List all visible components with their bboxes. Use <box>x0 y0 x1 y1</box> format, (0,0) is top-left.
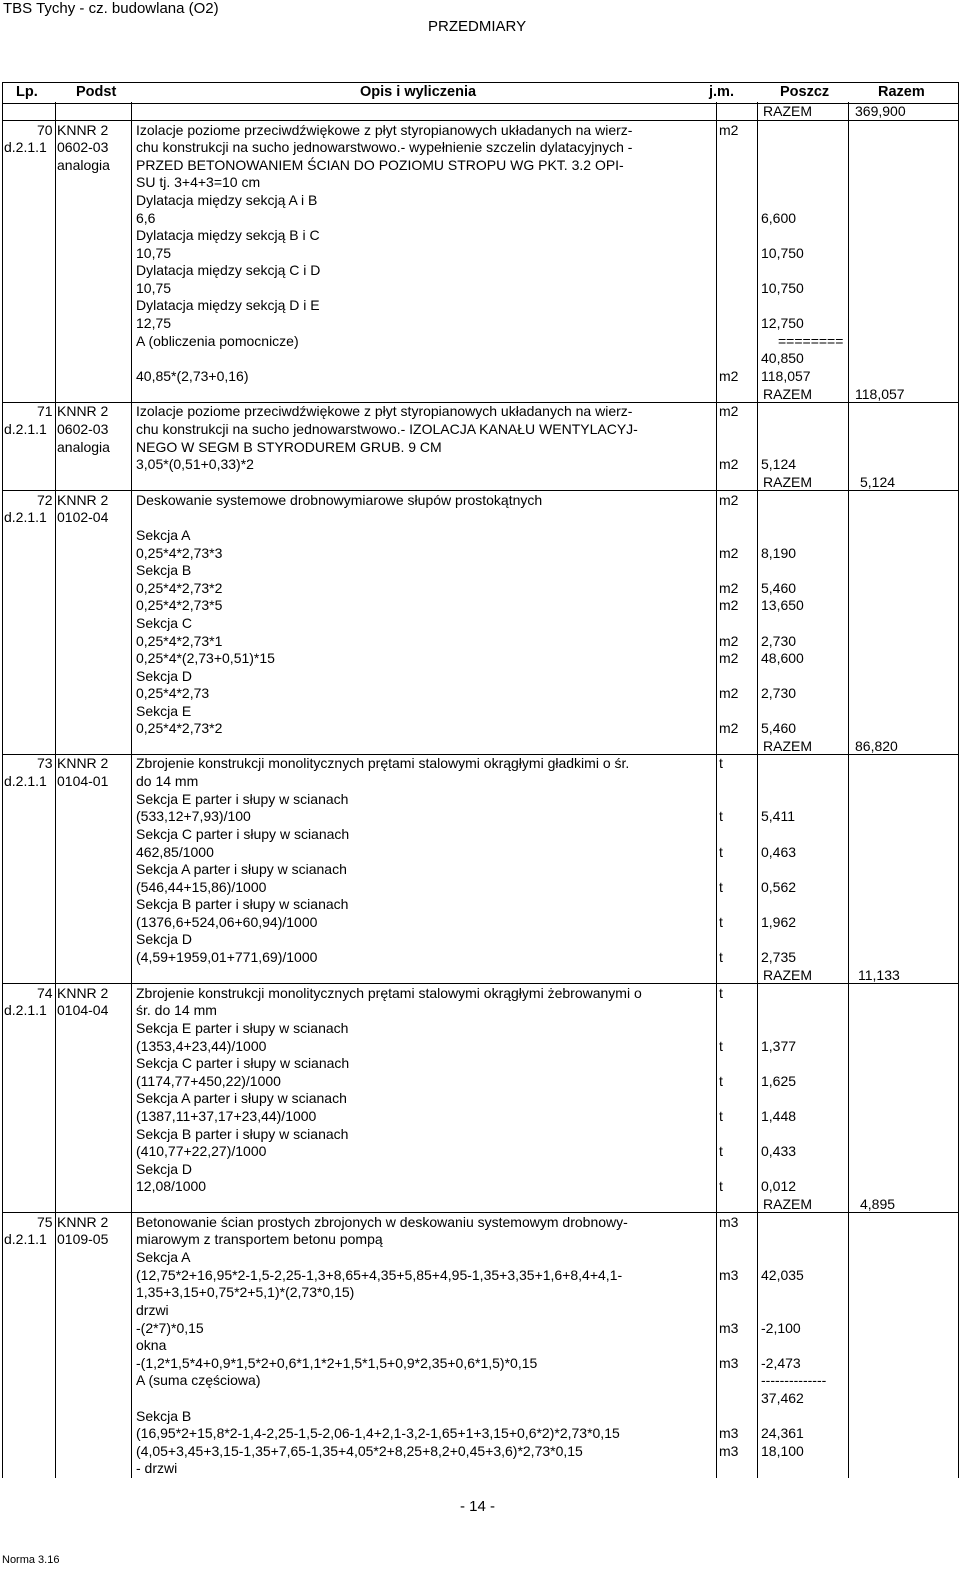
section-label: Sekcja B parter i słupy w scianach <box>136 1126 349 1142</box>
calc-value: 1,625 <box>761 1073 797 1089</box>
calc-unit: m2 <box>719 456 739 472</box>
item-basis: KNNR 2 <box>57 492 109 508</box>
calc-value: 42,035 <box>761 1267 804 1283</box>
grid-line <box>2 82 3 1478</box>
calc-value: 5,460 <box>761 580 797 596</box>
item-code: 0602-03 <box>57 421 109 437</box>
item-basis: KNNR 2 <box>57 755 109 771</box>
calc-value: 18,100 <box>761 1443 804 1459</box>
section-label: Sekcja A parter i słupy w scianach <box>136 861 347 877</box>
section-label: Sekcja B <box>136 562 192 578</box>
section-label: Sekcja D <box>136 668 193 684</box>
row-divider <box>2 120 958 121</box>
calc-expression: 12,75 <box>136 315 172 331</box>
section-label: Sekcja A parter i słupy w scianach <box>136 1090 347 1106</box>
item-number: 70 <box>37 122 53 138</box>
calc-unit: m3 <box>719 1443 739 1459</box>
calc-expression: - drzwi <box>136 1460 178 1476</box>
item-number: 73 <box>37 755 53 771</box>
calc-value: 5,124 <box>761 456 797 472</box>
norma-version: Norma 3.16 <box>2 1554 60 1566</box>
calc-expression: 0,25*4*2,73*3 <box>136 545 223 561</box>
section-label: Sekcja B parter i słupy w scianach <box>136 896 349 912</box>
calc-expression: 0,25*4*2,73 <box>136 685 210 701</box>
razem-value: 4,895 <box>860 1196 896 1212</box>
item-unit: m2 <box>719 403 739 419</box>
item-unit: t <box>719 985 723 1001</box>
calc-expression: 6,6 <box>136 210 156 226</box>
calc-value: 5,411 <box>761 808 795 824</box>
calc-unit: t <box>719 1143 723 1159</box>
calc-value: 0,562 <box>761 879 797 895</box>
calc-label: Dylatacja między sekcją A i B <box>136 192 318 208</box>
calc-expression: 10,75 <box>136 280 172 296</box>
razem-value: 369,900 <box>855 103 906 119</box>
calc-value: 2,730 <box>761 685 797 701</box>
item-description: Betonowanie ścian prostych zbrojonych w deskowaniu systemowym drobnowy- <box>136 1214 628 1230</box>
calc-unit: t <box>719 879 723 895</box>
calc-unit: m3 <box>719 1267 739 1283</box>
calc-value: 2,735 <box>761 949 797 965</box>
item-number: 74 <box>37 985 53 1001</box>
calc-value: -2,473 <box>761 1355 801 1371</box>
calc-unit: m2 <box>719 650 739 666</box>
calc-expression: (12,75*2+16,95*2-1,5-2,25-1,3+8,65+4,35+5,85+4,95-1,35+3,35+1,6+8,4+4,1- <box>136 1267 623 1283</box>
section-label: Sekcja E parter i słupy w scianach <box>136 1020 349 1036</box>
item-unit: m3 <box>719 1214 739 1230</box>
item-section: d.2.1.1 <box>4 509 47 525</box>
calc-unit: m3 <box>719 1320 739 1336</box>
calc-unit: m2 <box>719 580 739 596</box>
section-label: Sekcja C parter i słupy w scianach <box>136 1055 350 1071</box>
item-unit: t <box>719 755 723 771</box>
item-description: miarowym z transportem betonu pompą <box>136 1231 383 1247</box>
item-description: chu konstrukcji na sucho jednowarstwowo.- wypełnienie szczelin dylatacyjnych - <box>136 139 633 155</box>
item-basis: KNNR 2 <box>57 403 109 419</box>
calc-expression: 0,25*4*2,73*5 <box>136 597 223 613</box>
calc-value: 118,057 <box>761 368 811 384</box>
col-razem: Razem <box>878 84 925 100</box>
calc-value: 1,962 <box>761 914 797 930</box>
calc-label: A (suma częściowa) <box>136 1372 261 1388</box>
item-basis: KNNR 2 <box>57 122 109 138</box>
table-header <box>2 82 958 104</box>
calc-value: 10,750 <box>761 280 804 296</box>
col-poszcz: Poszcz <box>780 84 830 100</box>
item-number: 71 <box>37 403 53 419</box>
razem-label: RAZEM <box>763 474 812 490</box>
calc-expression: (1376,6+524,06+60,94)/1000 <box>136 914 318 930</box>
item-description: SU tj. 3+4+3=10 cm <box>136 174 261 190</box>
razem-value: 118,057 <box>855 386 905 402</box>
subtotal-value: 40,850 <box>761 350 804 366</box>
calc-unit: m3 <box>719 1355 739 1371</box>
section-label: Sekcja B <box>136 1408 192 1424</box>
row-divider <box>2 490 958 491</box>
calc-unit: m2 <box>719 368 739 384</box>
item-code: 0104-04 <box>57 1002 109 1018</box>
calc-expression: 0,25*4*2,73*2 <box>136 580 223 596</box>
col-lp: Lp. <box>16 84 38 100</box>
col-opis: Opis i wyliczenia <box>360 84 477 100</box>
calc-expression: (546,44+15,86)/1000 <box>136 879 267 895</box>
calc-unit: t <box>719 1038 723 1054</box>
calc-label: Dylatacja między sekcją B i C <box>136 227 320 243</box>
razem-label: RAZEM <box>763 1196 812 1212</box>
calc-expression: -(1,2*1,5*4+0,9*1,5*2+0,6*1,1*2+1,5*1,5+0,9*2,35+0,6*1,5)*0,15 <box>136 1355 538 1371</box>
document-title: PRZEDMIARY <box>428 18 527 35</box>
calc-unit: m2 <box>719 545 739 561</box>
calc-expression: (4,05+3,45+3,15-1,35+7,65-1,35+4,05*2+8,25+8,2+0,45+3,6)*2,73*0,15 <box>136 1443 583 1459</box>
grid-line <box>757 102 758 1478</box>
item-basis: KNNR 2 <box>57 985 109 1001</box>
item-description: Zbrojenie konstrukcji monolitycznych prętami stalowymi okrągłymi żebrowanymi o <box>136 985 642 1001</box>
grid-line <box>958 82 959 1478</box>
calc-expression: -(2*7)*0,15 <box>136 1320 204 1336</box>
razem-label: RAZEM <box>763 967 812 983</box>
item-code: 0109-05 <box>57 1231 109 1247</box>
section-label: Sekcja A <box>136 1249 191 1265</box>
item-code: 0602-03 <box>57 139 109 155</box>
calc-value: 48,600 <box>761 650 804 666</box>
calc-value: 6,600 <box>761 210 797 226</box>
page-number: - 14 - <box>460 1498 496 1515</box>
calc-expression: (410,77+22,27)/1000 <box>136 1143 267 1159</box>
section-label: drzwi <box>136 1302 169 1318</box>
calc-expression: 0,25*4*2,73*1 <box>136 633 223 649</box>
item-description: chu konstrukcji na sucho jednowarstwowo.- IZOLACJA KANAŁU WENTYLACYJ- <box>136 421 638 437</box>
item-description: Izolacje poziome przeciwdźwiękowe z płyt styropianowych układanych na wierz- <box>136 403 633 419</box>
calc-expression: 40,85*(2,73+0,16) <box>136 368 249 384</box>
calc-unit: t <box>719 949 723 965</box>
calc-expression: (16,95*2+15,8*2-1,4-2,25-1,5-2,06-1,4+2,1-3,2-1,65+1+3,15+0,6*2)*2,73*0,15 <box>136 1425 620 1441</box>
razem-value: 5,124 <box>860 474 896 490</box>
item-section: d.2.1.1 <box>4 773 47 789</box>
item-basis: KNNR 2 <box>57 1214 109 1230</box>
item-section: d.2.1.1 <box>4 1231 47 1247</box>
calc-expression: 462,85/1000 <box>136 844 214 860</box>
calc-value: 0,012 <box>761 1178 797 1194</box>
calc-expression: 1,35+3,15+0,75*2+5,1)*(2,73*0,15) <box>136 1284 355 1300</box>
subtotal-value: 37,462 <box>761 1390 804 1406</box>
section-label: Sekcja A <box>136 527 191 543</box>
section-label: Sekcja E <box>136 703 192 719</box>
item-code: 0102-04 <box>57 509 109 525</box>
calc-value: 0,463 <box>761 844 797 860</box>
calc-unit: m2 <box>719 633 739 649</box>
row-divider <box>2 983 958 984</box>
calc-expression: (1353,4+23,44)/1000 <box>136 1038 267 1054</box>
item-note: analogia <box>57 157 110 173</box>
calc-unit: t <box>719 1178 723 1194</box>
item-number: 72 <box>37 492 53 508</box>
calc-unit: m2 <box>719 597 739 613</box>
section-label: Sekcja D <box>136 1161 193 1177</box>
calc-value: 10,750 <box>761 245 804 261</box>
calc-expression: (4,59+1959,01+771,69)/1000 <box>136 949 318 965</box>
subtotal-separator: ======== <box>778 333 844 349</box>
item-section: d.2.1.1 <box>4 139 47 155</box>
calc-unit: t <box>719 844 723 860</box>
calc-value: 5,460 <box>761 720 797 736</box>
calc-unit: t <box>719 914 723 930</box>
calc-value: 12,750 <box>761 315 804 331</box>
calc-value: 2,730 <box>761 633 797 649</box>
item-note: analogia <box>57 439 110 455</box>
calc-value: 0,433 <box>761 1143 797 1159</box>
item-description: śr. do 14 mm <box>136 1002 217 1018</box>
razem-value: 86,820 <box>855 738 898 754</box>
calc-expression: (1174,77+450,22)/1000 <box>136 1073 281 1089</box>
grid-line <box>55 102 56 1478</box>
calc-unit: t <box>719 808 723 824</box>
row-divider <box>2 1212 958 1213</box>
calc-value: 8,190 <box>761 545 797 561</box>
calc-label: Dylatacja między sekcją C i D <box>136 262 321 278</box>
calc-expression: 0,25*4*2,73*2 <box>136 720 223 736</box>
calc-expression: (533,12+7,93)/100 <box>136 808 251 824</box>
calc-value: 1,448 <box>761 1108 797 1124</box>
col-jm: j.m. <box>709 84 734 100</box>
item-unit: m2 <box>719 492 739 508</box>
section-label: Sekcja C parter i słupy w scianach <box>136 826 350 842</box>
calc-unit: m3 <box>719 1425 739 1441</box>
item-description: Zbrojenie konstrukcji monolitycznych prętami stalowymi okrągłymi gładkimi o śr. <box>136 755 630 771</box>
razem-value: 11,133 <box>858 967 900 983</box>
calc-expression: 10,75 <box>136 245 172 261</box>
calc-unit: t <box>719 1108 723 1124</box>
grid-line <box>716 102 717 1478</box>
calc-expression: 0,25*4*(2,73+0,51)*15 <box>136 650 275 666</box>
item-section: d.2.1.1 <box>4 421 47 437</box>
calc-expression: (1387,11+37,17+23,44)/1000 <box>136 1108 317 1124</box>
section-label: Sekcja D <box>136 931 193 947</box>
calc-label: Dylatacja między sekcją D i E <box>136 297 320 313</box>
calc-unit: m2 <box>719 720 739 736</box>
item-description: NEGO W SEGM B STYRODUREM GRUB. 9 CM <box>136 439 442 455</box>
calc-unit: t <box>719 1073 723 1089</box>
calc-value: 1,377 <box>761 1038 797 1054</box>
razem-label: RAZEM <box>763 738 812 754</box>
razem-label: RAZEM <box>763 103 812 119</box>
section-label: Sekcja C <box>136 615 193 631</box>
calc-value: 24,361 <box>761 1425 804 1441</box>
item-description: do 14 mm <box>136 773 199 789</box>
project-title: TBS Tychy - cz. budowlana (O2) <box>3 0 219 17</box>
calc-value: -2,100 <box>761 1320 801 1336</box>
item-number: 75 <box>37 1214 53 1230</box>
item-code: 0104-01 <box>57 773 109 789</box>
calc-label: A (obliczenia pomocnicze) <box>136 333 299 349</box>
grid-line <box>848 102 849 1478</box>
item-description: PRZED BETONOWANIEM ŚCIAN DO POZIOMU STROPU WG PKT. 3.2 OPI- <box>136 157 624 173</box>
calc-value: 13,650 <box>761 597 804 613</box>
col-podst: Podst <box>76 84 117 100</box>
subtotal-separator: -------------- <box>761 1372 827 1388</box>
section-label: Sekcja E parter i słupy w scianach <box>136 791 349 807</box>
grid-line <box>131 102 132 1478</box>
item-section: d.2.1.1 <box>4 1002 47 1018</box>
item-description: Izolacje poziome przeciwdźwiękowe z płyt styropianowych układanych na wierz- <box>136 122 633 138</box>
razem-label: RAZEM <box>763 386 812 402</box>
calc-unit: m2 <box>719 685 739 701</box>
calc-expression: 12,08/1000 <box>136 1178 207 1194</box>
item-description: Deskowanie systemowe drobnowymiarowe słupów prostokątnych <box>136 492 543 508</box>
calc-expression: 3,05*(0,51+0,33)*2 <box>136 456 254 472</box>
item-unit: m2 <box>719 122 739 138</box>
section-label: okna <box>136 1337 167 1353</box>
